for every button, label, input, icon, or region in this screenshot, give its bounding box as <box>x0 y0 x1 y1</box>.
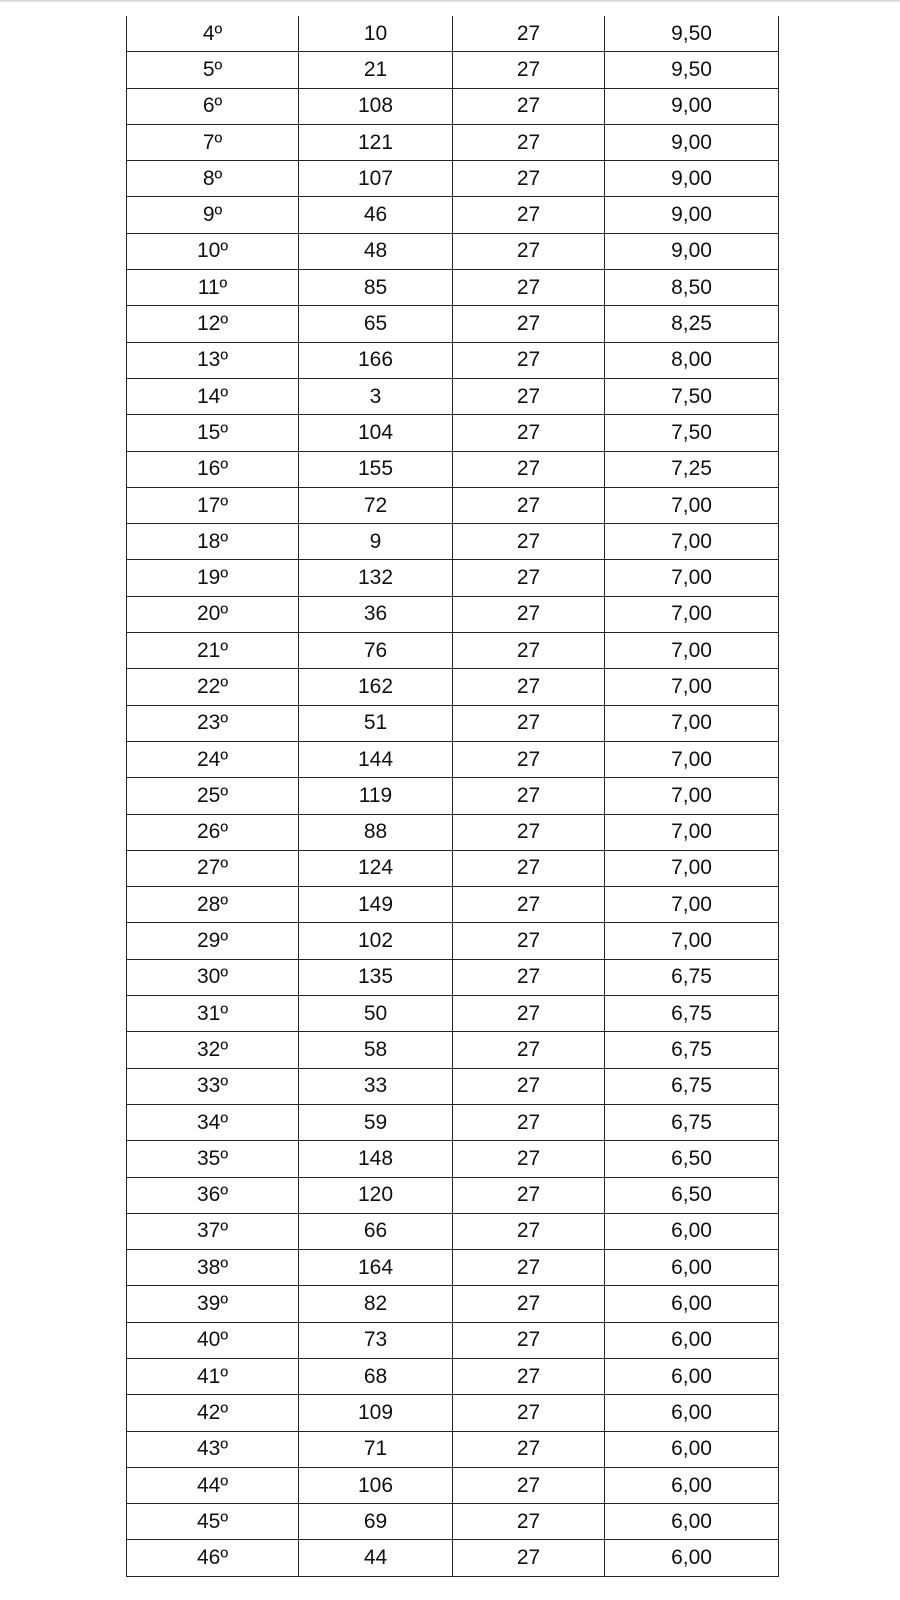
position-cell: 39º <box>127 1286 299 1322</box>
number-cell: 21 <box>299 52 453 88</box>
table-row <box>127 378 779 414</box>
total-cell: 27 <box>453 88 605 124</box>
total-cell: 27 <box>453 596 605 632</box>
table-row <box>127 451 779 487</box>
table-row <box>127 487 779 523</box>
number-cell: 121 <box>299 124 453 160</box>
position-cell: 18º <box>127 524 299 560</box>
score-cell: 6,50 <box>605 1177 779 1213</box>
total-cell: 27 <box>453 1395 605 1431</box>
total-cell: 27 <box>453 124 605 160</box>
table-row <box>127 233 779 269</box>
results-table-container <box>126 16 778 1577</box>
table-row <box>127 778 779 814</box>
number-cell: 164 <box>299 1250 453 1286</box>
score-cell: 7,25 <box>605 451 779 487</box>
total-cell: 27 <box>453 1431 605 1467</box>
score-cell: 9,50 <box>605 52 779 88</box>
table-row <box>127 1068 779 1104</box>
table-row <box>127 342 779 378</box>
total-cell: 27 <box>453 1286 605 1322</box>
total-cell: 27 <box>453 887 605 923</box>
score-cell: 7,00 <box>605 560 779 596</box>
total-cell: 27 <box>453 1177 605 1213</box>
score-cell: 6,50 <box>605 1141 779 1177</box>
total-cell: 27 <box>453 705 605 741</box>
table-row <box>127 88 779 124</box>
table-row <box>127 1213 779 1249</box>
position-cell: 11º <box>127 270 299 306</box>
table-row <box>127 1467 779 1503</box>
score-cell: 6,75 <box>605 996 779 1032</box>
score-cell: 7,00 <box>605 778 779 814</box>
table-row <box>127 1141 779 1177</box>
total-cell: 27 <box>453 814 605 850</box>
total-cell: 27 <box>453 1504 605 1540</box>
number-cell: 109 <box>299 1395 453 1431</box>
position-cell: 35º <box>127 1141 299 1177</box>
position-cell: 7º <box>127 124 299 160</box>
total-cell: 27 <box>453 923 605 959</box>
table-row <box>127 560 779 596</box>
table-row <box>127 1395 779 1431</box>
total-cell: 27 <box>453 996 605 1032</box>
position-cell: 28º <box>127 887 299 923</box>
number-cell: 36 <box>299 596 453 632</box>
table-row <box>127 197 779 233</box>
table-row <box>127 524 779 560</box>
position-cell: 4º <box>127 16 299 52</box>
number-cell: 68 <box>299 1358 453 1394</box>
total-cell: 27 <box>453 850 605 886</box>
score-cell: 7,50 <box>605 378 779 414</box>
number-cell: 119 <box>299 778 453 814</box>
total-cell: 27 <box>453 270 605 306</box>
table-row <box>127 306 779 342</box>
score-cell: 9,00 <box>605 88 779 124</box>
position-cell: 42º <box>127 1395 299 1431</box>
position-cell: 26º <box>127 814 299 850</box>
number-cell: 65 <box>299 306 453 342</box>
position-cell: 32º <box>127 1032 299 1068</box>
score-cell: 7,00 <box>605 887 779 923</box>
number-cell: 51 <box>299 705 453 741</box>
number-cell: 155 <box>299 451 453 487</box>
score-cell: 6,00 <box>605 1540 779 1576</box>
position-cell: 36º <box>127 1177 299 1213</box>
number-cell: 106 <box>299 1467 453 1503</box>
score-cell: 6,75 <box>605 1104 779 1140</box>
score-cell: 8,25 <box>605 306 779 342</box>
number-cell: 148 <box>299 1141 453 1177</box>
score-cell: 7,00 <box>605 524 779 560</box>
table-row <box>127 124 779 160</box>
score-cell: 6,00 <box>605 1467 779 1503</box>
position-cell: 33º <box>127 1068 299 1104</box>
table-row <box>127 161 779 197</box>
number-cell: 104 <box>299 415 453 451</box>
number-cell: 162 <box>299 669 453 705</box>
position-cell: 21º <box>127 633 299 669</box>
score-cell: 8,50 <box>605 270 779 306</box>
total-cell: 27 <box>453 633 605 669</box>
number-cell: 66 <box>299 1213 453 1249</box>
score-cell: 6,00 <box>605 1395 779 1431</box>
number-cell: 82 <box>299 1286 453 1322</box>
table-row <box>127 887 779 923</box>
table-row <box>127 996 779 1032</box>
total-cell: 27 <box>453 1032 605 1068</box>
number-cell: 48 <box>299 233 453 269</box>
position-cell: 44º <box>127 1467 299 1503</box>
score-cell: 7,00 <box>605 705 779 741</box>
number-cell: 108 <box>299 88 453 124</box>
position-cell: 30º <box>127 959 299 995</box>
position-cell: 37º <box>127 1213 299 1249</box>
total-cell: 27 <box>453 161 605 197</box>
number-cell: 135 <box>299 959 453 995</box>
total-cell: 27 <box>453 560 605 596</box>
position-cell: 23º <box>127 705 299 741</box>
total-cell: 27 <box>453 1104 605 1140</box>
table-row <box>127 270 779 306</box>
total-cell: 27 <box>453 669 605 705</box>
number-cell: 46 <box>299 197 453 233</box>
score-cell: 7,50 <box>605 415 779 451</box>
table-row <box>127 1431 779 1467</box>
total-cell: 27 <box>453 1540 605 1576</box>
table-row <box>127 1504 779 1540</box>
position-cell: 20º <box>127 596 299 632</box>
number-cell: 88 <box>299 814 453 850</box>
number-cell: 10 <box>299 16 453 52</box>
position-cell: 17º <box>127 487 299 523</box>
total-cell: 27 <box>453 451 605 487</box>
position-cell: 34º <box>127 1104 299 1140</box>
total-cell: 27 <box>453 741 605 777</box>
score-cell: 6,00 <box>605 1213 779 1249</box>
table-row <box>127 959 779 995</box>
total-cell: 27 <box>453 1213 605 1249</box>
table-row <box>127 669 779 705</box>
number-cell: 72 <box>299 487 453 523</box>
number-cell: 120 <box>299 1177 453 1213</box>
position-cell: 6º <box>127 88 299 124</box>
table-row <box>127 741 779 777</box>
table-row <box>127 705 779 741</box>
score-cell: 7,00 <box>605 923 779 959</box>
total-cell: 27 <box>453 1467 605 1503</box>
total-cell: 27 <box>453 16 605 52</box>
number-cell: 33 <box>299 1068 453 1104</box>
position-cell: 27º <box>127 850 299 886</box>
total-cell: 27 <box>453 342 605 378</box>
position-cell: 25º <box>127 778 299 814</box>
position-cell: 41º <box>127 1358 299 1394</box>
number-cell: 124 <box>299 850 453 886</box>
table-row <box>127 1358 779 1394</box>
results-table <box>126 16 779 1577</box>
table-row <box>127 1286 779 1322</box>
position-cell: 15º <box>127 415 299 451</box>
table-row <box>127 814 779 850</box>
table-row <box>127 1322 779 1358</box>
number-cell: 102 <box>299 923 453 959</box>
total-cell: 27 <box>453 1358 605 1394</box>
score-cell: 7,00 <box>605 487 779 523</box>
position-cell: 46º <box>127 1540 299 1576</box>
table-row <box>127 1177 779 1213</box>
score-cell: 9,00 <box>605 197 779 233</box>
total-cell: 27 <box>453 52 605 88</box>
total-cell: 27 <box>453 1322 605 1358</box>
score-cell: 7,00 <box>605 850 779 886</box>
results-table-body <box>127 16 779 1576</box>
number-cell: 85 <box>299 270 453 306</box>
number-cell: 71 <box>299 1431 453 1467</box>
score-cell: 7,00 <box>605 669 779 705</box>
number-cell: 76 <box>299 633 453 669</box>
number-cell: 44 <box>299 1540 453 1576</box>
total-cell: 27 <box>453 1250 605 1286</box>
number-cell: 3 <box>299 378 453 414</box>
position-cell: 22º <box>127 669 299 705</box>
score-cell: 7,00 <box>605 633 779 669</box>
position-cell: 19º <box>127 560 299 596</box>
position-cell: 38º <box>127 1250 299 1286</box>
position-cell: 10º <box>127 233 299 269</box>
total-cell: 27 <box>453 487 605 523</box>
score-cell: 6,00 <box>605 1358 779 1394</box>
table-row <box>127 850 779 886</box>
score-cell: 7,00 <box>605 596 779 632</box>
score-cell: 6,00 <box>605 1504 779 1540</box>
total-cell: 27 <box>453 778 605 814</box>
position-cell: 40º <box>127 1322 299 1358</box>
table-row <box>127 923 779 959</box>
position-cell: 8º <box>127 161 299 197</box>
total-cell: 27 <box>453 197 605 233</box>
table-row <box>127 1104 779 1140</box>
number-cell: 149 <box>299 887 453 923</box>
number-cell: 132 <box>299 560 453 596</box>
table-row <box>127 1540 779 1576</box>
position-cell: 43º <box>127 1431 299 1467</box>
number-cell: 69 <box>299 1504 453 1540</box>
number-cell: 73 <box>299 1322 453 1358</box>
total-cell: 27 <box>453 233 605 269</box>
total-cell: 27 <box>453 306 605 342</box>
position-cell: 45º <box>127 1504 299 1540</box>
number-cell: 166 <box>299 342 453 378</box>
table-row <box>127 415 779 451</box>
score-cell: 6,75 <box>605 1032 779 1068</box>
total-cell: 27 <box>453 959 605 995</box>
score-cell: 9,50 <box>605 16 779 52</box>
table-row <box>127 1032 779 1068</box>
table-row <box>127 16 779 52</box>
score-cell: 7,00 <box>605 741 779 777</box>
number-cell: 107 <box>299 161 453 197</box>
number-cell: 144 <box>299 741 453 777</box>
score-cell: 9,00 <box>605 124 779 160</box>
score-cell: 7,00 <box>605 814 779 850</box>
total-cell: 27 <box>453 378 605 414</box>
table-row <box>127 1250 779 1286</box>
number-cell: 50 <box>299 996 453 1032</box>
score-cell: 6,00 <box>605 1431 779 1467</box>
position-cell: 13º <box>127 342 299 378</box>
score-cell: 6,75 <box>605 1068 779 1104</box>
position-cell: 12º <box>127 306 299 342</box>
total-cell: 27 <box>453 524 605 560</box>
position-cell: 31º <box>127 996 299 1032</box>
score-cell: 9,00 <box>605 233 779 269</box>
score-cell: 6,00 <box>605 1322 779 1358</box>
number-cell: 58 <box>299 1032 453 1068</box>
position-cell: 14º <box>127 378 299 414</box>
total-cell: 27 <box>453 1141 605 1177</box>
total-cell: 27 <box>453 1068 605 1104</box>
score-cell: 6,75 <box>605 959 779 995</box>
position-cell: 29º <box>127 923 299 959</box>
position-cell: 5º <box>127 52 299 88</box>
score-cell: 9,00 <box>605 161 779 197</box>
total-cell: 27 <box>453 415 605 451</box>
table-row <box>127 52 779 88</box>
score-cell: 8,00 <box>605 342 779 378</box>
number-cell: 9 <box>299 524 453 560</box>
position-cell: 16º <box>127 451 299 487</box>
table-row <box>127 633 779 669</box>
position-cell: 9º <box>127 197 299 233</box>
number-cell: 59 <box>299 1104 453 1140</box>
position-cell: 24º <box>127 741 299 777</box>
score-cell: 6,00 <box>605 1286 779 1322</box>
score-cell: 6,00 <box>605 1250 779 1286</box>
page-top-edge <box>0 0 900 3</box>
table-row <box>127 596 779 632</box>
